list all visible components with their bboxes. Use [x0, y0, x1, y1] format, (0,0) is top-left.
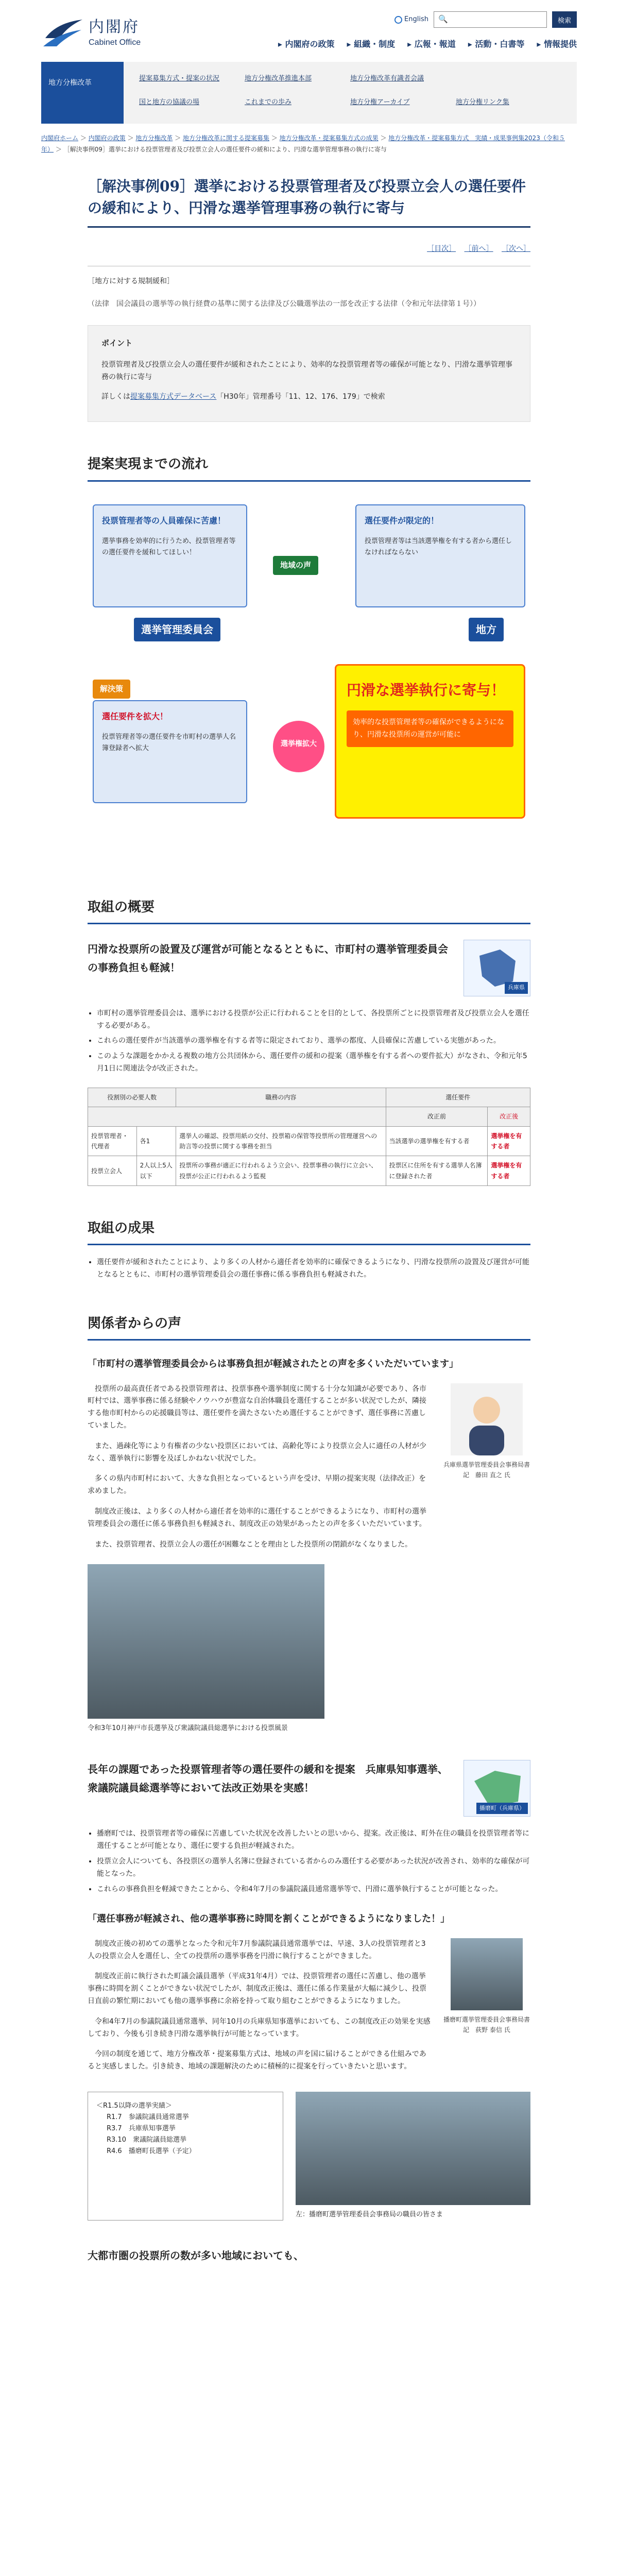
gnav-policy[interactable]: ▸ 内閣府の政策 — [278, 37, 335, 51]
table-row — [88, 1126, 530, 1156]
requirements-table — [88, 1088, 530, 1186]
global-nav — [278, 37, 577, 51]
point-db-suffix: 「H30年」管理番号「11、12、176、179」で検索 — [216, 392, 385, 401]
election-record-box — [88, 2092, 283, 2221]
voice1-title: 「市町村の選挙管理委員会からは事務負担が軽減されたとの声を多くいただいています」 — [88, 1359, 458, 1370]
paragraph: 制度改正前に執行された町議会議員選挙（平成31年4月）では、投票管理者の選任に苦慮し、他の選挙事務に時間を割くことができない状況でしたが、制度改正後は、選任に係る作業量が大幅に減少し、投票日直前の繁忙期においても他の選挙事務に余裕を持って取り組むことができるようになりました。 — [88, 1972, 426, 2005]
result-bullets — [97, 1257, 530, 1281]
local-nav-link[interactable]: これまでの歩み — [245, 98, 292, 106]
local-nav-link[interactable]: 提案募集方式・提案の状況 — [139, 75, 220, 82]
table-cell: 投票立会人 — [88, 1156, 137, 1186]
speaker1-name: 兵庫県選挙管理委員会事務局書記 藤田 直之 氏 — [443, 1461, 530, 1479]
speaker1-card — [443, 1383, 530, 1560]
election-committee-label: 選挙管理委員会 — [134, 618, 220, 641]
point-title: ポイント — [101, 338, 133, 348]
local-nav — [41, 62, 577, 124]
gnav-press[interactable]: ▸ 広報・報道 — [407, 37, 456, 51]
flow-heading: 提案実現までの流れ — [88, 453, 530, 481]
list-item: • 播磨町では、投票管理者等の確保に苦慮していた状況を改善したいとの思いから、提案。改正後は、町外在住の職員を投票管理者等に選任することが可能となり、選任に要する負担が軽減された。 — [97, 1828, 530, 1853]
photo2-caption: 左：播磨町選挙管理委員会事務局の職員の皆さま — [296, 2210, 443, 2218]
prev-link[interactable]: ［前へ］ — [464, 245, 493, 253]
next-section-title: 大都市圏の投票所の数が多い地域においても、 — [88, 2249, 304, 2262]
staff-photo — [296, 2092, 530, 2205]
solution-title: 選任要件を拡大！ — [102, 711, 168, 721]
table-cell: 投票所の事務が適正に行われるよう立会い、投票事務の執行に立会い、投票が公正に行われるよう監視 — [176, 1156, 386, 1186]
table-cell: 選挙人の確認、投票用紙の交付、投票箱の保管等投票所の管理運営への助言等の投票に関する事務を担当 — [176, 1126, 386, 1156]
table-cell: 2人以上5人以下 — [136, 1156, 176, 1186]
left-issue-text: 選挙事務を効率的に行うため、投票管理者等の選任要件を緩和してほしい！ — [102, 537, 236, 556]
expansion-bubble: 選挙権拡大 — [273, 721, 324, 772]
list-item: R3.10 衆議院議員総選挙 — [107, 2136, 187, 2144]
flow-diagram — [88, 494, 530, 865]
regulation-label: ［地方に対する規制緩和］ — [88, 277, 174, 285]
table-header: 役割別の必要人数 — [88, 1088, 176, 1107]
avatar — [451, 1383, 523, 1455]
solution-box — [93, 700, 247, 803]
solution-text: 投票管理者等の選任要件を市町村の選挙人名簿登録者へ拡大 — [102, 733, 236, 752]
map-badge: 播磨町（兵庫県） — [476, 1803, 528, 1815]
local-nav-link[interactable]: 地方分権改革有識者会議 — [350, 75, 424, 82]
speaker3-name: 播磨町選挙管理委員会事務局書記 荻野 泰信 氏 — [443, 2015, 530, 2034]
page-title: ［解決事例09］選挙における投票管理者及び投票立会人の選任要件の緩和により、円滑な選挙管理事務の執行に寄与 — [88, 176, 530, 228]
search-box — [434, 11, 547, 28]
table-cell: 当該選挙の選挙権を有する者 — [386, 1126, 488, 1156]
list-item: • これらの事務負担を軽減できたことから、令和4年7月の参議院議員通常選挙等で、円滑に選挙執行することが可能となった。 — [97, 1884, 530, 1896]
list-item: R1.7 参議院議員通常選挙 — [107, 2113, 189, 2122]
breadcrumb-current: ［解決事例09］選挙における投票管理者及び投票立会人の選任要件の緩和により、円滑な選挙管理事務の執行に寄与 — [63, 145, 387, 153]
result-heading: 取組の成果 — [88, 1217, 530, 1245]
photo1-caption: 令和3年10月神戸市長選挙及び衆議院議員総選挙における投票風景 — [88, 1724, 288, 1733]
paragraph: 令和4年7月の参議院議員通常選挙、同年10月の兵庫県知事選挙においても、この制度改正の効果を実感しており、今後も引き続き円滑な選挙執行が可能となっています。 — [88, 2017, 431, 2038]
search-button[interactable]: 検索 — [552, 11, 577, 28]
overview-bullets — [97, 1008, 530, 1075]
list-item: • 投票立会人についても、各投票区の選挙人名簿に登録されている者からのみ選任する必要があった状況が改善され、効率的な確保が可能となった。 — [97, 1856, 530, 1880]
cabinet-office-emblem-icon — [41, 18, 84, 50]
toc-link[interactable]: ［目次］ — [427, 245, 456, 253]
voices-heading: 関係者からの声 — [88, 1312, 530, 1341]
breadcrumb-link[interactable]: 地方分権改革・提案募集方式の成果 — [279, 134, 379, 142]
table-cell: 選挙権を有する者 — [488, 1156, 530, 1186]
list-item: • これらの選任要件が当該選挙の選挙権を有する者等に限定されており、選挙の都度、人員確保に苦慮している実態があった。 — [97, 1035, 530, 1047]
table-cell: 投票管理者・代理者 — [88, 1126, 137, 1156]
hyogo-map — [464, 940, 530, 996]
breadcrumb-link[interactable]: 内閣府ホーム — [41, 134, 79, 142]
paragraph: 投票所の最高責任者である投票管理者は、投票事務や選挙制度に関する十分な知識が必要であり、各市町村では、選挙事務に係る経験やノウハウが豊富な自治体職員を選任することが多い状況でしたが、隣接する他市町村からの応援職員等は、選任要件を満たさないため選任することができず、選任事務に苦慮していました。 — [88, 1384, 426, 1430]
breadcrumb-link[interactable]: 地方分権改革 — [135, 134, 173, 142]
point-text: 投票管理者及び投票立会人の選任要件が緩和されたことにより、効率的な投票管理者等の確保が可能となり、円滑な選挙管理事務の執行に寄与 — [101, 361, 512, 381]
breadcrumb-link[interactable]: 地方分権改革・提案募集方式 実績・成果事例集2023（令和５年） — [41, 134, 565, 153]
database-link[interactable]: 提案募集方式データベース — [130, 392, 217, 401]
table-cell: 投票区に住所を有する選挙人名簿に登録された者 — [386, 1156, 488, 1186]
table-header: 職務の内容 — [176, 1088, 386, 1107]
voice3-title: 「選任事務が軽減され、他の選挙事務に時間を割くことができるようになりました！」 — [88, 1913, 450, 1925]
record-title: ＜R1.5以降の選挙実績＞ — [96, 2102, 172, 2110]
gnav-information[interactable]: ▸ 情報提供 — [537, 37, 577, 51]
local-nav-title[interactable]: 地方分権改革 — [41, 62, 124, 124]
speaker-photo — [451, 1938, 523, 2010]
paragraph: 今回の制度を通じて、地方分権改革・提案募集方式は、地域の声を国に届けることができる仕組みであると実感しました。引き続き、地域の課題解決のために積極的に提案を行っていきたいと思います。 — [88, 2050, 426, 2071]
map-badge: 兵庫県 — [505, 982, 528, 994]
speaker3-card — [443, 1938, 530, 2081]
local-nav-link[interactable]: 地方分権改革推進本部 — [245, 75, 312, 82]
table-row — [88, 1156, 530, 1186]
local-nav-link[interactable]: 国と地方の協議の場 — [139, 98, 200, 106]
point-box — [88, 325, 530, 422]
voice2-lead: 長年の課題であった投票管理者等の選任要件の緩和を提案 兵庫県知事選挙、衆議院議員総選挙等において法改正効果を実感！ — [88, 1763, 448, 1794]
law-text: （法律 国会議員の選挙等の執行経費の基準に関する法律及び公職選挙法の一部を改正する法律（令和元年法律第１号）） — [88, 299, 480, 308]
paragraph: また、過疎化等により有権者の少ない投票区においては、高齢化等により投票立会人に適任の人材が少なく、選挙執行に影響を及ぼしかねない状況でした。 — [88, 1442, 426, 1463]
left-issue-title: 投票管理者等の人員確保に苦慮！ — [102, 515, 226, 526]
result-title: 円滑な選挙執行に寄与！ — [347, 681, 506, 699]
voting-photo — [88, 1564, 324, 1719]
right-issue-text: 投票管理者等は当該選挙権を有する者から選任しなければならない — [365, 537, 512, 556]
english-link[interactable] — [394, 14, 428, 25]
list-item: • 市町村の選挙管理委員会は、選挙における投票が公正に行われることを目的として、各投票所ごとに投票管理者及び投票立会人を選任する必要がある。 — [97, 1008, 530, 1032]
solution-tag: 解決策 — [93, 680, 130, 699]
gnav-organization[interactable]: ▸ 組織・制度 — [347, 37, 396, 51]
globe-icon — [394, 16, 402, 24]
table-header: 改正前 — [386, 1107, 488, 1126]
result-box — [335, 664, 525, 819]
pager — [88, 243, 530, 256]
local-nav-link[interactable]: 地方分権アーカイブ — [350, 98, 410, 106]
right-issue-box — [355, 504, 525, 607]
paragraph: また、投票管理者、投票立会人の選任が困難なことを理由とした投票所の閉鎖がなくなりました。 — [95, 1540, 412, 1549]
list-item: • 選任要件が緩和されたことにより、より多くの人材から適任者を効率的に確保できるようになり、円滑な投票所の設置及び運営が可能となるとともに、市町村の選挙管理委員会の選任事務に係る事務負担も軽減された。 — [97, 1257, 530, 1281]
local-label: 地方 — [469, 618, 504, 641]
breadcrumb: 内閣府ホーム ＞ 内閣府の政策 ＞ 地方分権改革 ＞ 地方分権改革に関する提案募集 ＞ 地方分権改革・提案募集方式の成果 ＞ 地方分権改革・提案募集方式 実績・成果事例集2023（令和５年） ＞ ［解決事例09］選挙における投票管理者及び投票立会人の選任要件の緩和により、円滑な選挙管理事務の執行に寄与 — [41, 134, 565, 153]
left-issue-box — [93, 504, 247, 607]
point-db-prefix: 詳しくは — [101, 392, 130, 401]
result-text: 効率的な投票管理者等の確保ができるようになり、円滑な投票所の運営が可能に — [347, 710, 513, 748]
site-logo[interactable] — [41, 18, 141, 50]
voice-label: 地域の声 — [273, 556, 318, 575]
harima-map — [464, 1760, 530, 1817]
breadcrumb-link[interactable]: 内閣府の政策 — [88, 134, 126, 142]
list-item: • このような課題をかかえる複数の地方公共団体から、選任要件の緩和の提案（選挙権を有する者への要件拡大）がなされ、令和元年5月1日に関連法令が改正された。 — [97, 1050, 530, 1075]
list-item: R3.7 兵庫県知事選挙 — [107, 2125, 176, 2133]
next-link[interactable]: ［次へ］ — [502, 245, 530, 253]
search-input[interactable] — [451, 16, 542, 24]
paragraph: 制度改正後は、より多くの人材から適任者を効率的に選任することができるようになり、市町村の選挙管理委員会の選任に係る事務負担も軽減され、制度改正の効果があったとの声を多くいただいています。 — [88, 1507, 426, 1528]
table-header: 改正後 — [488, 1107, 530, 1126]
breadcrumb-link[interactable]: 地方分権改革に関する提案募集 — [182, 134, 269, 142]
person-illustration-icon — [451, 1383, 523, 1455]
site-header — [41, 0, 577, 62]
paragraph: 制度改正後の初めての選挙となった令和元年7月参議院議員通常選挙では、早速、3人の投票管理者と3人の投票立会人を選任し、全ての投票所の選挙事務を円滑に執行することができました。 — [88, 1939, 426, 1960]
gnav-activities[interactable]: ▸ 活動・白書等 — [468, 37, 525, 51]
voice2-bullets — [97, 1828, 530, 1895]
table-cell: 各1 — [136, 1126, 176, 1156]
search-icon: 🔍 — [438, 14, 448, 24]
english-label: English — [404, 15, 428, 23]
point-db — [101, 391, 517, 403]
table-cell: 選挙権を有する者 — [488, 1126, 530, 1156]
right-issue-title: 選任要件が限定的！ — [365, 515, 439, 526]
overview-heading: 取組の概要 — [88, 896, 530, 924]
logo-jp: 内閣府 — [89, 18, 140, 36]
overview-lead: 円滑な投票所の設置及び運営が可能となるとともに、市町村の選挙管理委員会の事務負担も軽減！ — [88, 942, 448, 974]
paragraph: 多くの県内市町村において、大きな負担となっているという声を受け、早期の提案実現（法律改正）を求めました。 — [88, 1475, 426, 1496]
logo-en: Cabinet Office — [89, 38, 141, 47]
list-item: R4.6 播磨町長選挙（予定） — [107, 2147, 196, 2156]
local-nav-link[interactable]: 地方分権リンク集 — [456, 98, 509, 106]
table-header: 選任要件 — [386, 1088, 530, 1107]
